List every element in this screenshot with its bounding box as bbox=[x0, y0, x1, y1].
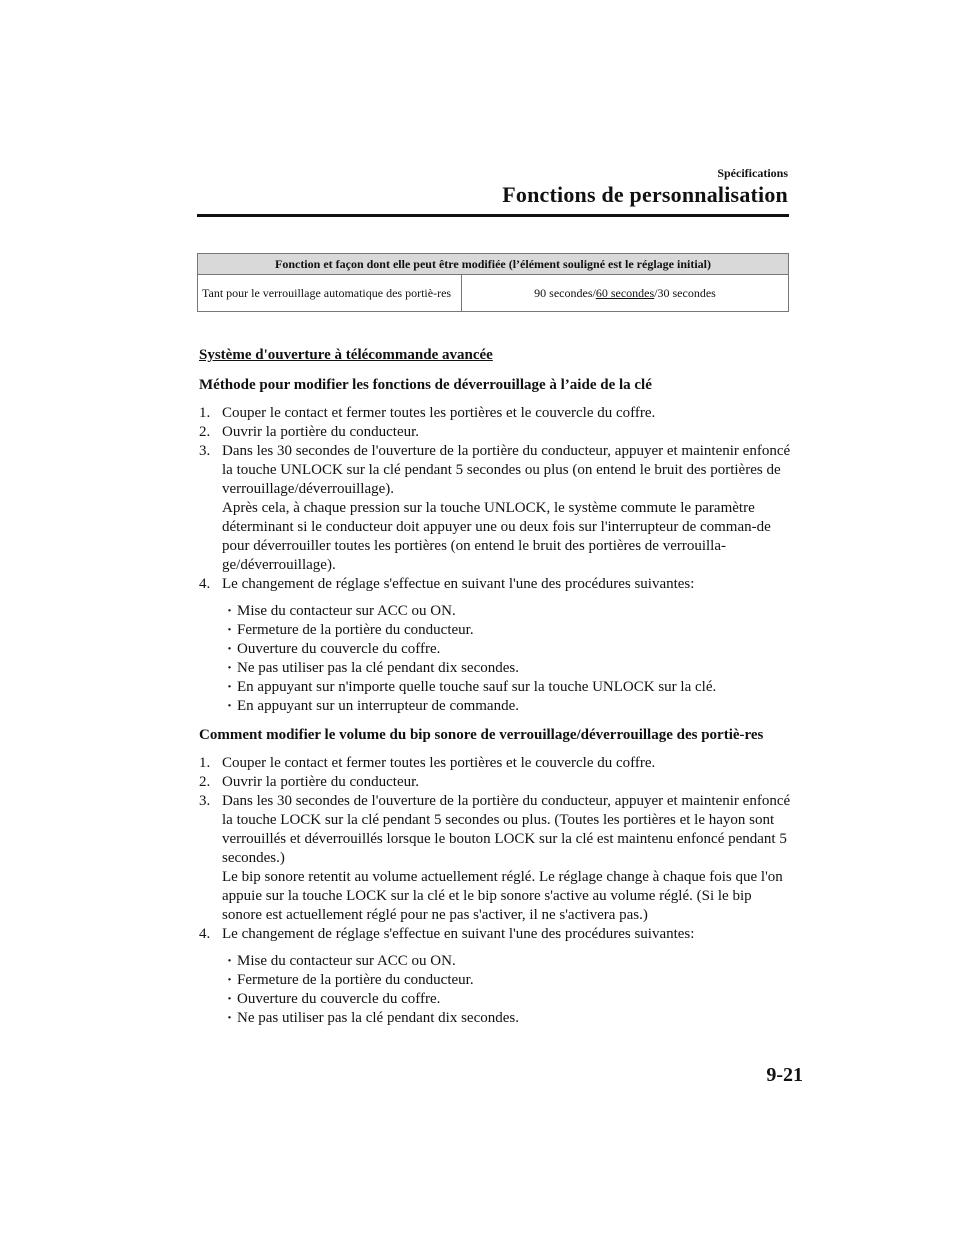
table-header-cell: Fonction et façon dont elle peut être modifiée (l’élément souligné est le réglage initial) bbox=[198, 254, 789, 275]
step-text-continued: Le bip sonore retentit au volume actuellement réglé. Le réglage change à chaque fois que l'on appuie sur la touche LOCK sur la clé et le bip sonore s'active au volume réglé. (Si le bip sonore est actuellement réglé pour ne pas s'activer, il ne s'activera pas.) bbox=[222, 869, 783, 923]
table-cell-value bbox=[462, 275, 789, 312]
table-header-row bbox=[198, 254, 789, 275]
steps-list-unlock bbox=[199, 404, 794, 594]
list-item: · Ne pas utiliser pas la clé pendant dix secondes. bbox=[199, 659, 794, 678]
step-text: Le changement de réglage s'effectue en suivant l'une des procédures suivantes: bbox=[222, 926, 695, 942]
step-number: 1. bbox=[199, 755, 211, 771]
step-text: Dans les 30 secondes de l'ouverture de la portière du conducteur, appuyer et maintenir enfoncé la touche LOCK sur la clé pendant 5 secondes ou plus. (Toutes les portières et le hayon sont verrouillés et déverrouillés lorsque le bouton LOCK sur la clé est maintenu enfoncé pendant 5 secondes.) bbox=[222, 793, 791, 866]
step-item bbox=[199, 423, 794, 442]
step-text: Couper le contact et fermer toutes les portières et le couvercle du coffre. bbox=[222, 755, 656, 771]
settings-table bbox=[197, 253, 789, 312]
procedure-bullets-beep bbox=[199, 952, 794, 1028]
step-text: Couper le contact et fermer toutes les portières et le couvercle du coffre. bbox=[222, 405, 656, 421]
table-row bbox=[198, 275, 789, 312]
step-text: Dans les 30 secondes de l'ouverture de la portière du conducteur, appuyer et maintenir enfoncé la touche UNLOCK sur la clé pendant 5 secondes ou plus (on entend le bruit des portières de verrouillage/déverrouillage). bbox=[222, 443, 791, 497]
step-number: 2. bbox=[199, 424, 211, 440]
page-number: 9-21 bbox=[766, 1064, 803, 1086]
step-number: 4. bbox=[199, 576, 211, 592]
step-item bbox=[199, 442, 794, 575]
subheading-unlock-method: Méthode pour modifier les fonctions de déverrouillage à l’aide de la clé bbox=[199, 377, 652, 393]
step-item bbox=[199, 754, 794, 773]
table-cell-function: Tant pour le verrouillage automatique des portiè-res bbox=[198, 275, 462, 312]
page-title: Fonctions de personnalisation bbox=[502, 182, 788, 207]
step-number: 2. bbox=[199, 774, 211, 790]
step-item bbox=[199, 925, 794, 944]
list-item: · Ouverture du couvercle du coffre. bbox=[199, 990, 794, 1009]
list-item: · Mise du contacteur sur ACC ou ON. bbox=[199, 952, 794, 971]
procedure-bullets-unlock bbox=[199, 602, 794, 716]
step-number: 1. bbox=[199, 405, 211, 421]
step-item bbox=[199, 773, 794, 792]
value-option-after: /30 secondes bbox=[654, 285, 716, 300]
list-item: · Ne pas utiliser pas la clé pendant dix secondes. bbox=[199, 1009, 794, 1028]
step-text: Ouvrir la portière du conducteur. bbox=[222, 424, 420, 440]
section-title: Système d'ouverture à télécommande avancée bbox=[199, 347, 493, 363]
step-number: 3. bbox=[199, 443, 211, 459]
step-text-continued: Après cela, à chaque pression sur la touche UNLOCK, le système commute le paramètre déterminant si le conducteur doit appuyer une ou deux fois sur l'interrupteur de comman-de pour déverrouiller toutes les portières (on entend le bruit des portières de verrouilla-ge/déverrouillage). bbox=[222, 500, 771, 573]
subheading-beep-volume: Comment modifier le volume du bip sonore de verrouillage/déverrouillage des portiè-res bbox=[199, 727, 764, 743]
value-option-before: 90 secondes/ bbox=[534, 285, 596, 300]
list-item: · Mise du contacteur sur ACC ou ON. bbox=[199, 602, 794, 621]
header-section-label: Spécifications bbox=[717, 166, 788, 180]
list-item: · Fermeture de la portière du conducteur. bbox=[199, 971, 794, 990]
step-text: Le changement de réglage s'effectue en suivant l'une des procédures suivantes: bbox=[222, 576, 695, 592]
step-number: 3. bbox=[199, 793, 211, 809]
step-number: 4. bbox=[199, 926, 211, 942]
value-option-default: 60 secondes bbox=[595, 285, 655, 300]
main-content bbox=[199, 346, 794, 1028]
list-item: · Ouverture du couvercle du coffre. bbox=[199, 640, 794, 659]
step-item bbox=[199, 792, 794, 925]
steps-list-beep bbox=[199, 754, 794, 944]
list-item: · En appuyant sur un interrupteur de commande. bbox=[199, 697, 794, 716]
step-item bbox=[199, 404, 794, 423]
list-item: · En appuyant sur n'importe quelle touche sauf sur la touche UNLOCK sur la clé. bbox=[199, 678, 794, 697]
list-item: · Fermeture de la portière du conducteur. bbox=[199, 621, 794, 640]
step-item bbox=[199, 575, 794, 594]
step-text: Ouvrir la portière du conducteur. bbox=[222, 774, 420, 790]
header-divider bbox=[197, 214, 789, 217]
